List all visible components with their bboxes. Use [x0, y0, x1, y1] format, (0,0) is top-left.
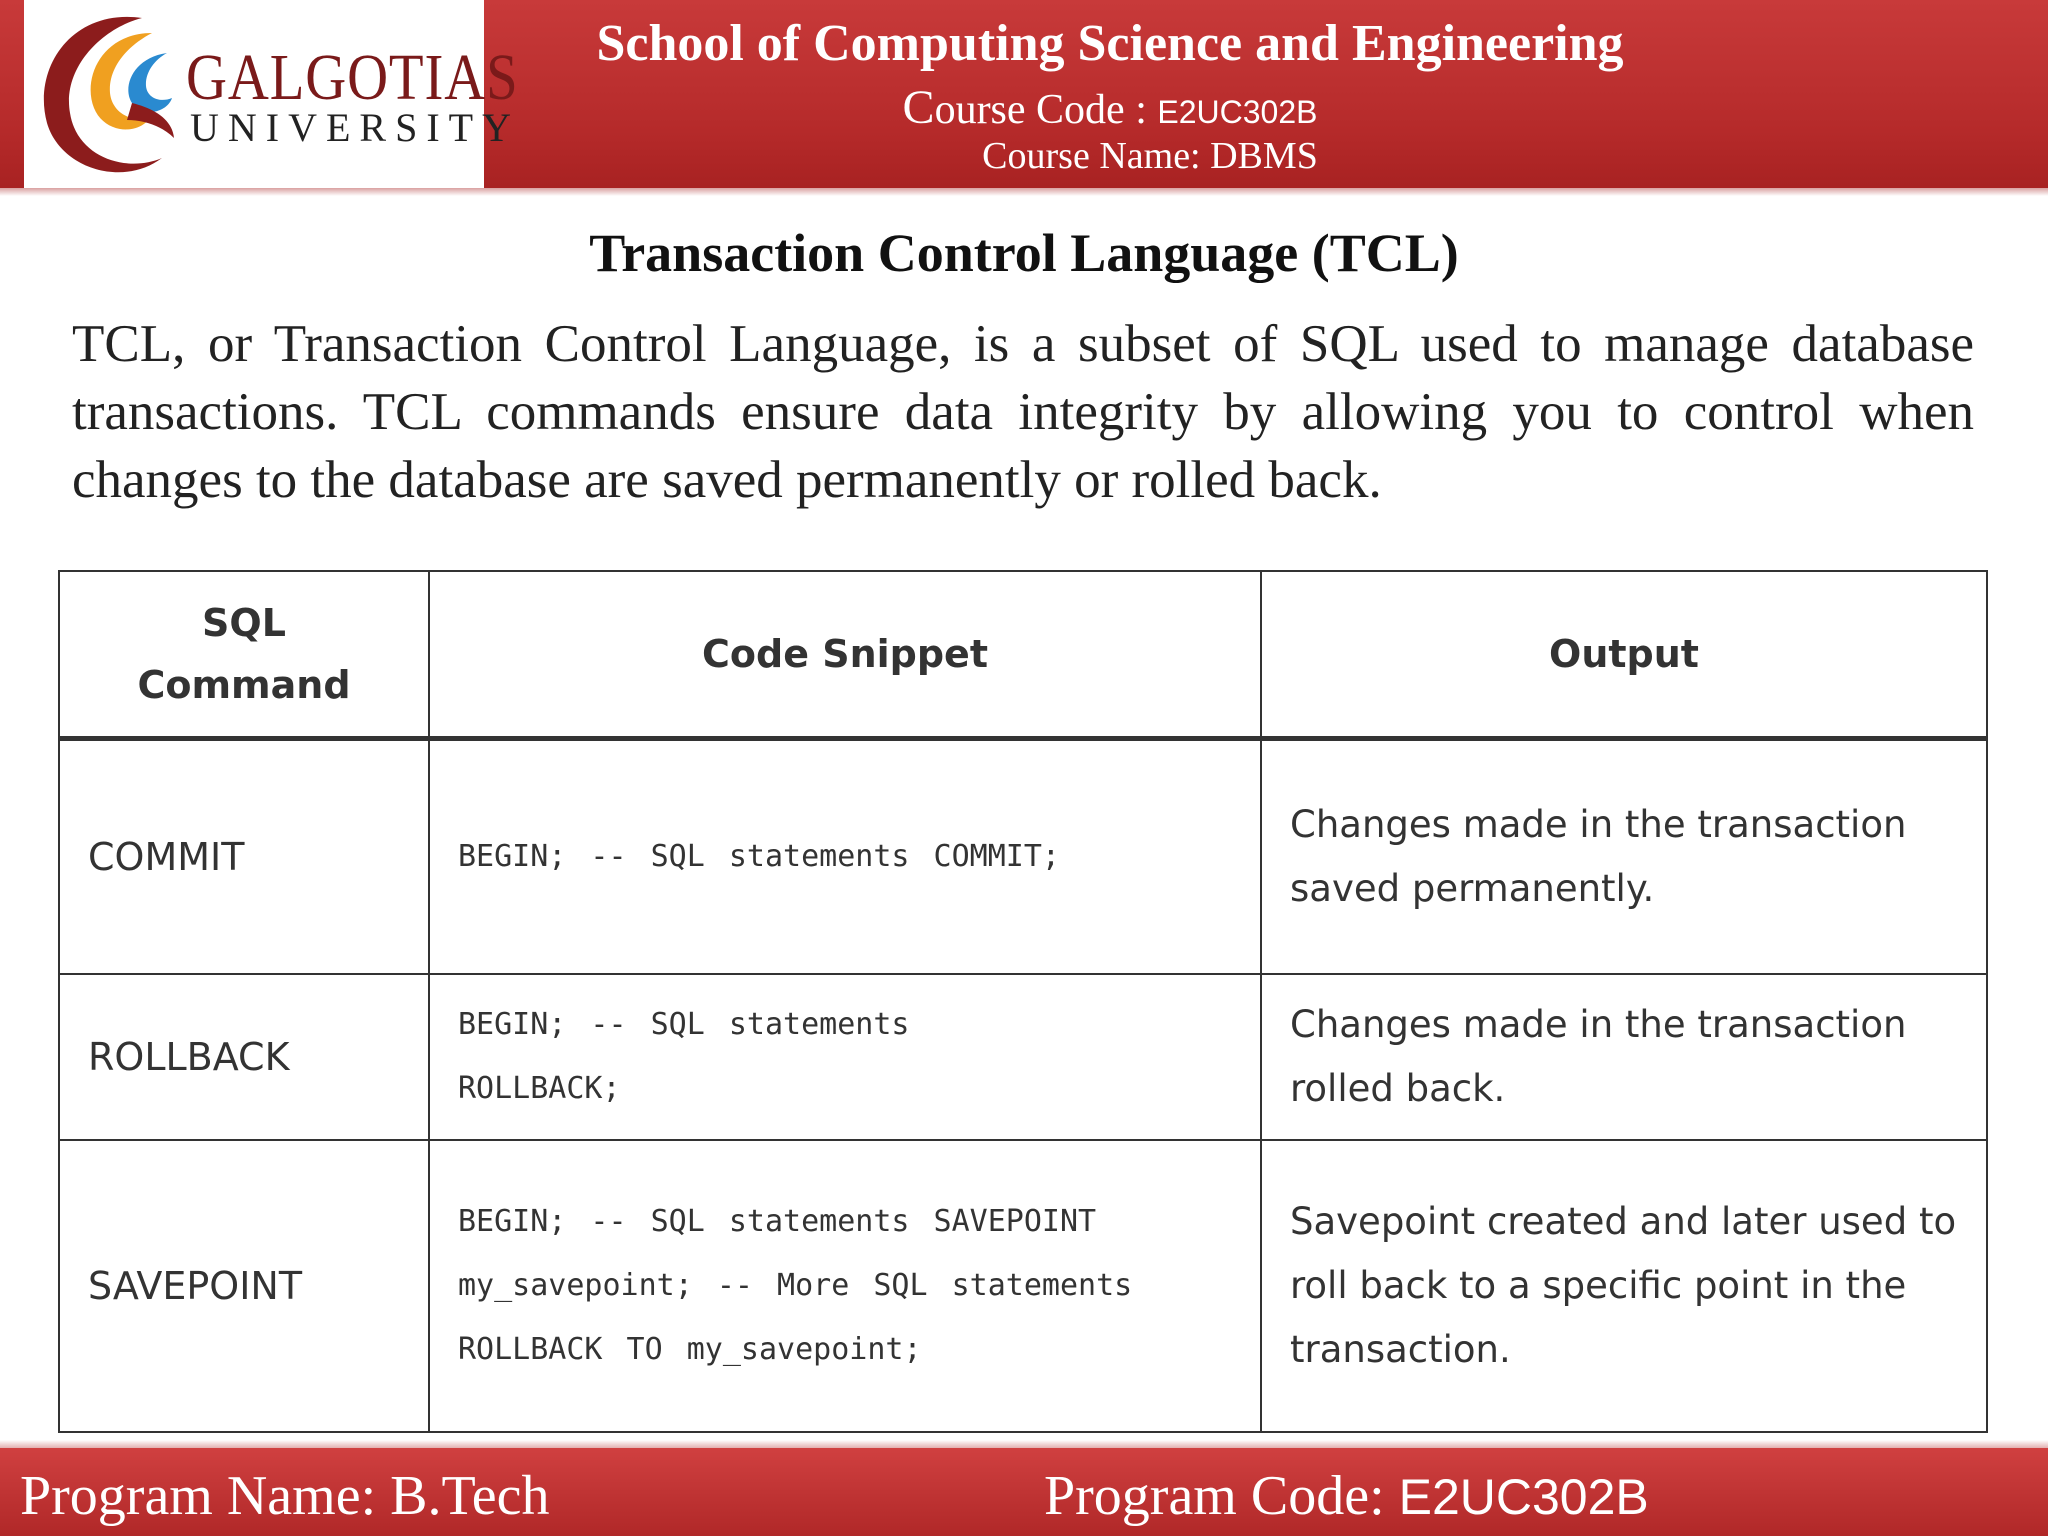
header-output: Output [1261, 571, 1987, 739]
logo-subtitle: UNIVERSITY [190, 105, 520, 150]
slide-title: Transaction Control Language (TCL) [589, 223, 1459, 283]
table-row [59, 1140, 1987, 1432]
course-code-value: E2UC302B [1157, 94, 1318, 130]
university-logo [24, 0, 520, 188]
program-name: Program Name: B.Tech [20, 1465, 550, 1527]
galgotias-logo-icon [32, 8, 182, 180]
command-cell: COMMIT [59, 739, 429, 975]
header-shadow [0, 188, 2048, 196]
output-cell: Savepoint created and later used to roll back to a specific point in the transaction. [1261, 1140, 1987, 1432]
program-code-value: E2UC302B [1398, 1469, 1649, 1525]
course-name: Course Name: DBMS [982, 135, 1318, 177]
command-cell: SAVEPOINT [59, 1140, 429, 1432]
code-snippet-cell: BEGIN; -- SQL statements SAVEPOINT my_savepoint; -- More SQL statements ROLLBACK TO my_savepoint; [429, 1140, 1261, 1432]
course-code-label: ourse Code : [934, 87, 1158, 133]
table-row [59, 974, 1987, 1140]
output-cell: Changes made in the transaction saved permanently. [1261, 739, 1987, 975]
code-snippet-cell: BEGIN; -- SQL statements ROLLBACK; [429, 974, 1261, 1140]
tcl-commands-table [58, 570, 1988, 1433]
course-code [520, 80, 1700, 135]
program-code-label: Program Code: [1044, 1465, 1399, 1527]
school-name: School of Computing Science and Engineering [596, 15, 1624, 72]
output-cell: Changes made in the transaction rolled back. [1261, 974, 1987, 1140]
course-code-initial: C [902, 81, 935, 134]
header-sql-command: SQL Command [59, 571, 429, 739]
command-cell: ROLLBACK [59, 974, 429, 1140]
code-snippet-cell: BEGIN; -- SQL statements COMMIT; [429, 739, 1261, 975]
footer-shadow [0, 1440, 2048, 1448]
program-code [1044, 1464, 1649, 1528]
table-row [59, 739, 1987, 975]
header-code-snippet: Code Snippet [429, 571, 1261, 739]
table-header-row [59, 571, 1987, 739]
logo-name: GALGOTIAS [186, 41, 519, 114]
intro-paragraph: TCL, or Transaction Control Language, is a subset of SQL used to manage database transactions. TCL commands ensure data integrity by allowing you to control when changes to the database are saved permanently or rolled back. [72, 315, 1974, 509]
